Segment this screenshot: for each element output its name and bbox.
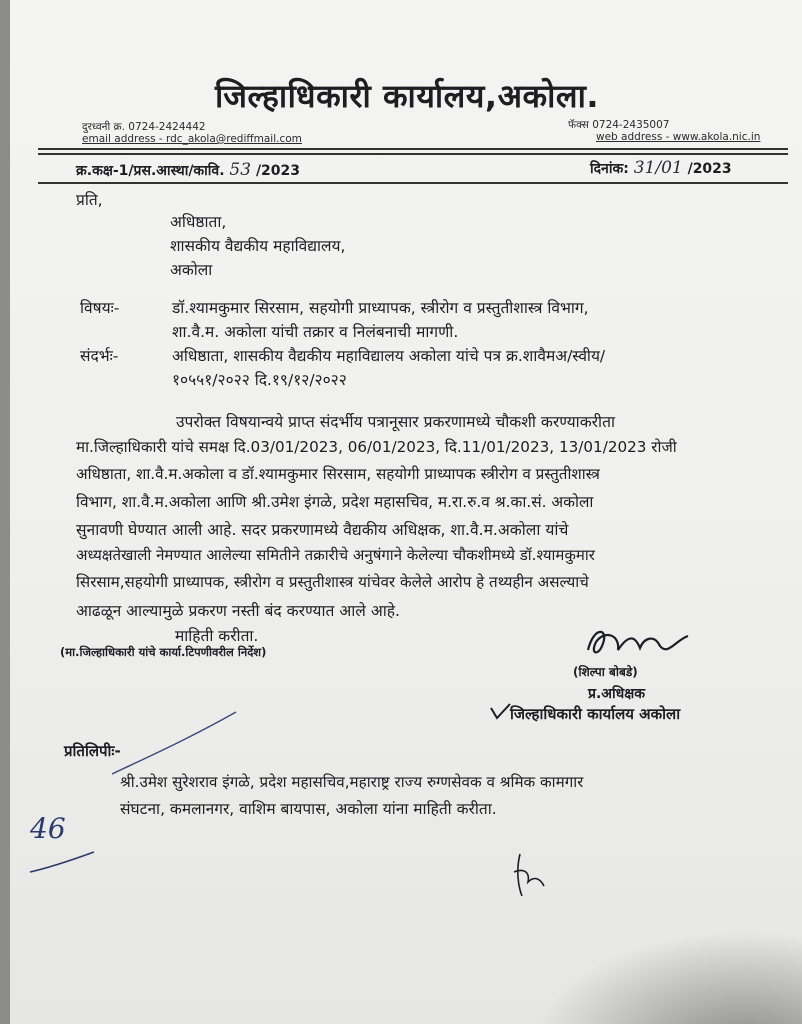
recipient-line-3: अकोला	[170, 261, 213, 279]
web-address: web address - www.akola.nic.in	[596, 131, 761, 143]
copy-label: प्रतिलिपीः-	[64, 742, 121, 760]
reference-year: /2023	[255, 163, 301, 179]
phone-number: 0724-2424442	[128, 121, 206, 133]
body-line-3: अधिष्ठाता, शा.वै.म.अकोला व डॉ.श्यामकुमार सिरसाम, सहयोगी प्राध्यापक स्त्रीरोग व प्रस्तुतीशास्त्र	[76, 465, 600, 483]
letter-page	[10, 0, 802, 1024]
reference-prefix: क्र.कक्ष-1/प्रस.आस्था/कावि.	[76, 163, 225, 179]
body-line-1: उपरोक्त विषयान्वये प्राप्त संदर्भीय पत्रानूसार प्रकरणामध्ये चौकशी करण्याकरीता	[176, 413, 616, 431]
date-label: दिनांक	[590, 161, 624, 177]
web-line	[596, 131, 760, 143]
context-label: संदर्भः-	[80, 347, 119, 365]
reference-date: दिनांक: 31/01 /2023	[590, 158, 732, 178]
phone-label: दुरध्वनी क्र.	[82, 121, 125, 133]
reference-rule	[38, 182, 788, 184]
date-handwritten: 31/01	[633, 158, 683, 178]
initial-scribble	[510, 850, 550, 900]
body-line-7: सिरसाम,सहयोगी प्राध्यापक, स्त्रीरोग व प्रस्तुतीशास्त्र यांचेवर केलेले आरोप हे तथ्यहीन असल्याचे	[76, 573, 589, 591]
context-line-1: अधिष्ठाता, शासकीय वैद्यकीय महाविद्यालय अकोला यांचे पत्र क्र.शावैमअ/स्वीय/	[172, 347, 606, 365]
collector-instruction: (मा.जिल्हाधिकारी यांचे कार्या.टिपणीवरील निर्देश)	[60, 645, 267, 659]
body-line-4: विभाग, शा.वै.म.अकोला आणि श्री.उमेश इंगळे, प्रदेश महासचिव, म.रा.रु.व श्र.का.सं. अकोला	[76, 493, 594, 511]
email-line	[82, 133, 302, 145]
body-line-8: आढळून आल्यामुळे प्रकरण नस्ती बंद करण्यात आले आहे.	[76, 602, 400, 620]
header-rule-bottom	[38, 153, 788, 155]
phone-line	[82, 120, 206, 134]
body-line-6: अध्यक्षतेखाली नेमण्यात आलेल्या समितीने तक्रारीचे अनुषंगाने केलेल्या चौकशीमध्ये डॉ.श्यामकुमार	[76, 546, 595, 564]
body-line-2: मा.जिल्हाधिकारी यांचे समक्ष दि.03/01/2023, 06/01/2023, दि.11/01/2023, 13/01/2023 रोजी	[76, 438, 677, 456]
email-address: email address - rdc_akola@rediffmail.com	[82, 133, 302, 145]
fax-line	[568, 118, 669, 132]
photo-shadow	[530, 930, 802, 1024]
copy-line-2: संघटना, कमलानगर, वाशिम बायपास, अकोला यांना माहिती करीता.	[120, 800, 497, 818]
subject-label: विषयः-	[80, 299, 120, 317]
signatory-name: (शिल्पा बोबडे)	[573, 665, 638, 679]
prati-label: प्रति,	[76, 191, 103, 209]
reference-number	[76, 160, 300, 180]
signatory-office: जिल्हाधिकारी कार्यालय अकोला	[510, 705, 681, 723]
context-line-2: १०५५१/२०२२ दि.१९/१२/२०२२	[172, 371, 347, 389]
reference-handwritten-number: 53	[229, 160, 252, 180]
for-information: माहिती करीता.	[175, 627, 259, 645]
margin-underline	[28, 848, 98, 878]
office-title: जिल्हाधिकारी कार्यालय,अकोला.	[215, 77, 600, 115]
header-rule-top	[38, 148, 788, 150]
recipient-line-1: अधिष्ठाता,	[170, 213, 227, 231]
copy-line-1: श्री.उमेश सुरेशराव इंगळे, प्रदेश महासचिव,महाराष्ट्र राज्य रुग्णसेवक व श्रमिक कामगार	[120, 773, 584, 791]
fax-number: 0724-2435007	[592, 119, 670, 131]
recipient-line-2: शासकीय वैद्यकीय महाविद्यालय,	[170, 237, 346, 255]
pen-stroke-line	[110, 708, 240, 778]
subject-line-1: डॉ.श्यामकुमार सिरसाम, सहयोगी प्राध्यापक, स्त्रीरोग व प्रस्तुतीशास्त्र विभाग,	[172, 299, 589, 317]
date-year: /2023	[687, 161, 732, 177]
margin-number: 46	[30, 812, 66, 845]
signatory-designation: प्र.अधिक्षक	[588, 686, 646, 702]
fax-label: फॅक्स	[568, 119, 589, 131]
body-line-5: सुनावणी घेण्यात आली आहे. सदर प्रकरणामध्ये वैद्यकीय अधिक्षक, शा.वै.म.अकोला यांचे	[76, 521, 569, 539]
subject-line-2: शा.वै.म. अकोला यांची तक्रार व निलंबनाची मागणी.	[172, 323, 459, 341]
